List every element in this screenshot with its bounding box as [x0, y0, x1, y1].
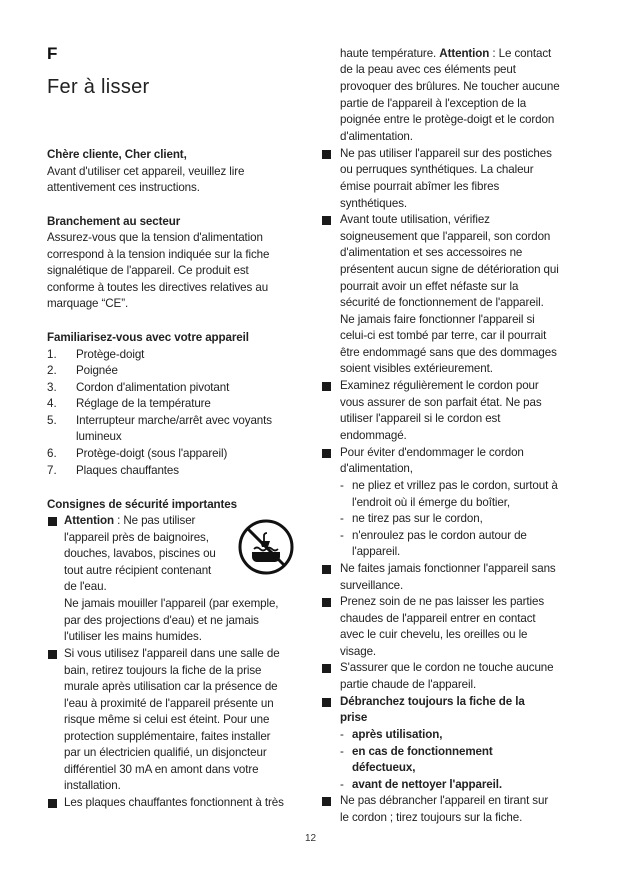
- bullet-line: [64, 513, 195, 529]
- bullet-line: prise: [340, 711, 368, 724]
- familiarisez-heading: Familiarisez-vous avec votre appareil: [47, 331, 249, 344]
- sub-item: avant de nettoyer l'appareil.: [352, 778, 502, 791]
- bullet-square-icon: [48, 517, 57, 526]
- bullet-line: par des projections d'eau) et ne jamais: [64, 614, 259, 627]
- bullet-line: l'eau à proximité de l'appareil présente un: [64, 697, 274, 710]
- bullet-line: Ne pas utiliser l'appareil sur des postiches: [340, 147, 552, 160]
- bullet-square-icon: [322, 598, 331, 607]
- bullet-line: d'alimentation et ses accessoires ne: [340, 246, 523, 259]
- bullet-line: chaudes de l'appareil entrer en contact: [340, 612, 536, 625]
- dash-marker: -: [340, 529, 344, 542]
- list-number: 4.: [47, 397, 57, 410]
- bullet-line: synthétiques.: [340, 197, 408, 210]
- branchement-line: correspond à la tension indiquée sur la fiche: [47, 248, 270, 261]
- bullet-line: de l'eau.: [64, 580, 107, 593]
- bullet-square-icon: [322, 565, 331, 574]
- bullet-line: bain, retirez toujours la fiche de la prise: [64, 664, 262, 677]
- bullet-line: Pour éviter d'endommager le cordon: [340, 446, 524, 459]
- bullet-line: soigneusement que l'appareil, son cordon: [340, 230, 551, 243]
- page-title: Fer à lisser: [47, 76, 150, 98]
- dash-marker: -: [340, 745, 344, 758]
- branchement-line: Assurez-vous que la tension d'alimentation: [47, 231, 263, 244]
- bullet-line: protection supplémentaire, faites installer: [64, 730, 271, 743]
- list-number: 6.: [47, 447, 57, 460]
- cont-line: de la peau avec ces éléments peut: [340, 63, 516, 76]
- sub-item: ne pliez et vrillez pas le cordon, surtout à: [352, 479, 558, 492]
- intro-line: attentivement ces instructions.: [47, 181, 200, 194]
- intro-line: Avant d'utiliser cet appareil, veuillez lire: [47, 165, 245, 178]
- branchement-line: signalétique de l'appareil. Ce produit est: [47, 264, 249, 277]
- no-bath-warning-icon: [238, 519, 294, 575]
- bullet-line: ou perruques synthétiques. La chaleur: [340, 163, 534, 176]
- bullet-line: le cordon ; tirez toujours sur la fiche.: [340, 811, 523, 824]
- list-item: Cordon d'alimentation pivotant: [76, 381, 230, 394]
- branchement-line: conforme à toutes les directives relatives au: [47, 281, 269, 294]
- sub-item: après utilisation,: [352, 728, 443, 741]
- list-number: 1.: [47, 348, 57, 361]
- bullet-line: émise pourrait abîmer les fibres: [340, 180, 500, 193]
- bullet-square-icon: [322, 449, 331, 458]
- cont-line: haute température. Attention : Le contact: [340, 47, 552, 60]
- bullet-line: vous assurer de son parfait état. Ne pas: [340, 396, 542, 409]
- bullet-line: risque même si celui est éteint. Pour une: [64, 713, 270, 726]
- bullet-line: partie chaude de l'appareil.: [340, 678, 477, 691]
- bullet-line: tout autre récipient contenant: [64, 564, 212, 577]
- cont-line: provoquer des brûlures. Ne toucher aucune: [340, 80, 560, 93]
- bullet-line: présentent aucun signe de détérioration qui: [340, 263, 559, 276]
- list-item: Interrupteur marche/arrêt avec voyants: [76, 414, 272, 427]
- bullet-line: Les plaques chauffantes fonctionnent à très: [64, 796, 284, 809]
- bullet-line: sécurité de fonctionnement de l'appareil.: [340, 296, 544, 309]
- bullet-line: Ne jamais faire fonctionner l'appareil si: [340, 313, 535, 326]
- bullet-line: endommagé.: [340, 429, 407, 442]
- bullet-line: Prenez soin de ne pas laisser les parties: [340, 595, 545, 608]
- list-number: 3.: [47, 381, 57, 394]
- attention-label: Attention: [64, 514, 114, 527]
- sub-item: l'appareil.: [352, 545, 401, 558]
- bullet-square-icon: [48, 650, 57, 659]
- bullet-line: Ne jamais mouiller l'appareil (par exemple,: [64, 597, 279, 610]
- sub-item: l'endroit où il émerge du boîtier,: [352, 496, 511, 509]
- sub-item: défectueux,: [352, 761, 416, 774]
- page-number: 12: [304, 833, 317, 844]
- attention-label: Attention: [439, 47, 490, 60]
- bullet-line: par un électricien qualifié, un disjoncteur: [64, 746, 267, 759]
- bullet-square-icon: [322, 150, 331, 159]
- list-item: lumineux: [76, 430, 122, 443]
- bullet-line: Si vous utilisez l'appareil dans une salle de: [64, 647, 280, 660]
- dash-marker: -: [340, 512, 344, 525]
- bullet-square-icon: [48, 799, 57, 808]
- bullet-square-icon: [322, 664, 331, 673]
- bullet-line: Examinez régulièrement le cordon pour: [340, 379, 539, 392]
- sub-item: en cas de fonctionnement: [352, 745, 493, 758]
- bullet-line: S'assurer que le cordon ne touche aucune: [340, 661, 554, 674]
- bullet-line: soient visibles extérieurement.: [340, 362, 493, 375]
- consignes-heading: Consignes de sécurité importantes: [47, 498, 237, 511]
- bullet-line: Débranchez toujours la fiche de la: [340, 695, 525, 708]
- bullet-line: Ne faites jamais fonctionner l'appareil sans: [340, 562, 556, 575]
- bullet-line: surveillance.: [340, 579, 404, 592]
- bullet-square-icon: [322, 797, 331, 806]
- bullet-line: utiliser l'appareil si le cordon est: [340, 412, 501, 425]
- list-item: Protège-doigt (sous l'appareil): [76, 447, 228, 460]
- list-number: 5.: [47, 414, 57, 427]
- bullet-line: être endommagé sans que des dommages: [340, 346, 557, 359]
- list-item: Plaques chauffantes: [76, 464, 179, 477]
- bullet-line: avec le cuir chevelu, les oreilles ou le: [340, 628, 528, 641]
- bullet-line: installation.: [64, 779, 121, 792]
- bullet-line: pourrait avoir un effet néfaste sur la: [340, 280, 519, 293]
- dash-marker: -: [340, 778, 344, 791]
- bullet-line: douches, lavabos, piscines ou: [64, 547, 216, 560]
- bullet-square-icon: [322, 216, 331, 225]
- cont-line: d'alimentation.: [340, 130, 413, 143]
- bullet-line: différentiel 30 mA en amont dans votre: [64, 763, 259, 776]
- list-number: 2.: [47, 364, 57, 377]
- cont-line: partie de l'appareil à l'exception de la: [340, 97, 527, 110]
- bullet-line: celui-ci est tombé par terre, car il pourrait: [340, 329, 547, 342]
- bullet-line: d'alimentation,: [340, 462, 413, 475]
- bullet-square-icon: [322, 382, 331, 391]
- sub-item: n'enroulez pas le cordon autour de: [352, 529, 527, 542]
- language-code: F: [47, 44, 58, 63]
- cont-line: poignée entre le protège-doigt et le cordon: [340, 113, 555, 126]
- bullet-line: Avant toute utilisation, vérifiez: [340, 213, 490, 226]
- sub-item: ne tirez pas sur le cordon,: [352, 512, 483, 525]
- list-number: 7.: [47, 464, 57, 477]
- list-item: Réglage de la température: [76, 397, 211, 410]
- bullet-line: l'utiliser les mains humides.: [64, 630, 202, 643]
- bullet-line: l'appareil près de baignoires,: [64, 531, 209, 544]
- list-item: Protège-doigt: [76, 348, 145, 361]
- dash-marker: -: [340, 479, 344, 492]
- bullet-line: Ne pas débrancher l'appareil en tirant sur: [340, 794, 549, 807]
- bullet-square-icon: [322, 698, 331, 707]
- branchement-heading: Branchement au secteur: [47, 215, 181, 228]
- bullet-text: : Ne pas utiliser: [113, 514, 196, 527]
- bullet-line: visage.: [340, 645, 377, 658]
- dash-marker: -: [340, 728, 344, 741]
- bullet-line: murale après utilisation car la présence de: [64, 680, 278, 693]
- branchement-line: marquage “CE”.: [47, 297, 129, 310]
- intro-heading: Chère cliente, Cher client,: [47, 148, 187, 161]
- list-item: Poignée: [76, 364, 118, 377]
